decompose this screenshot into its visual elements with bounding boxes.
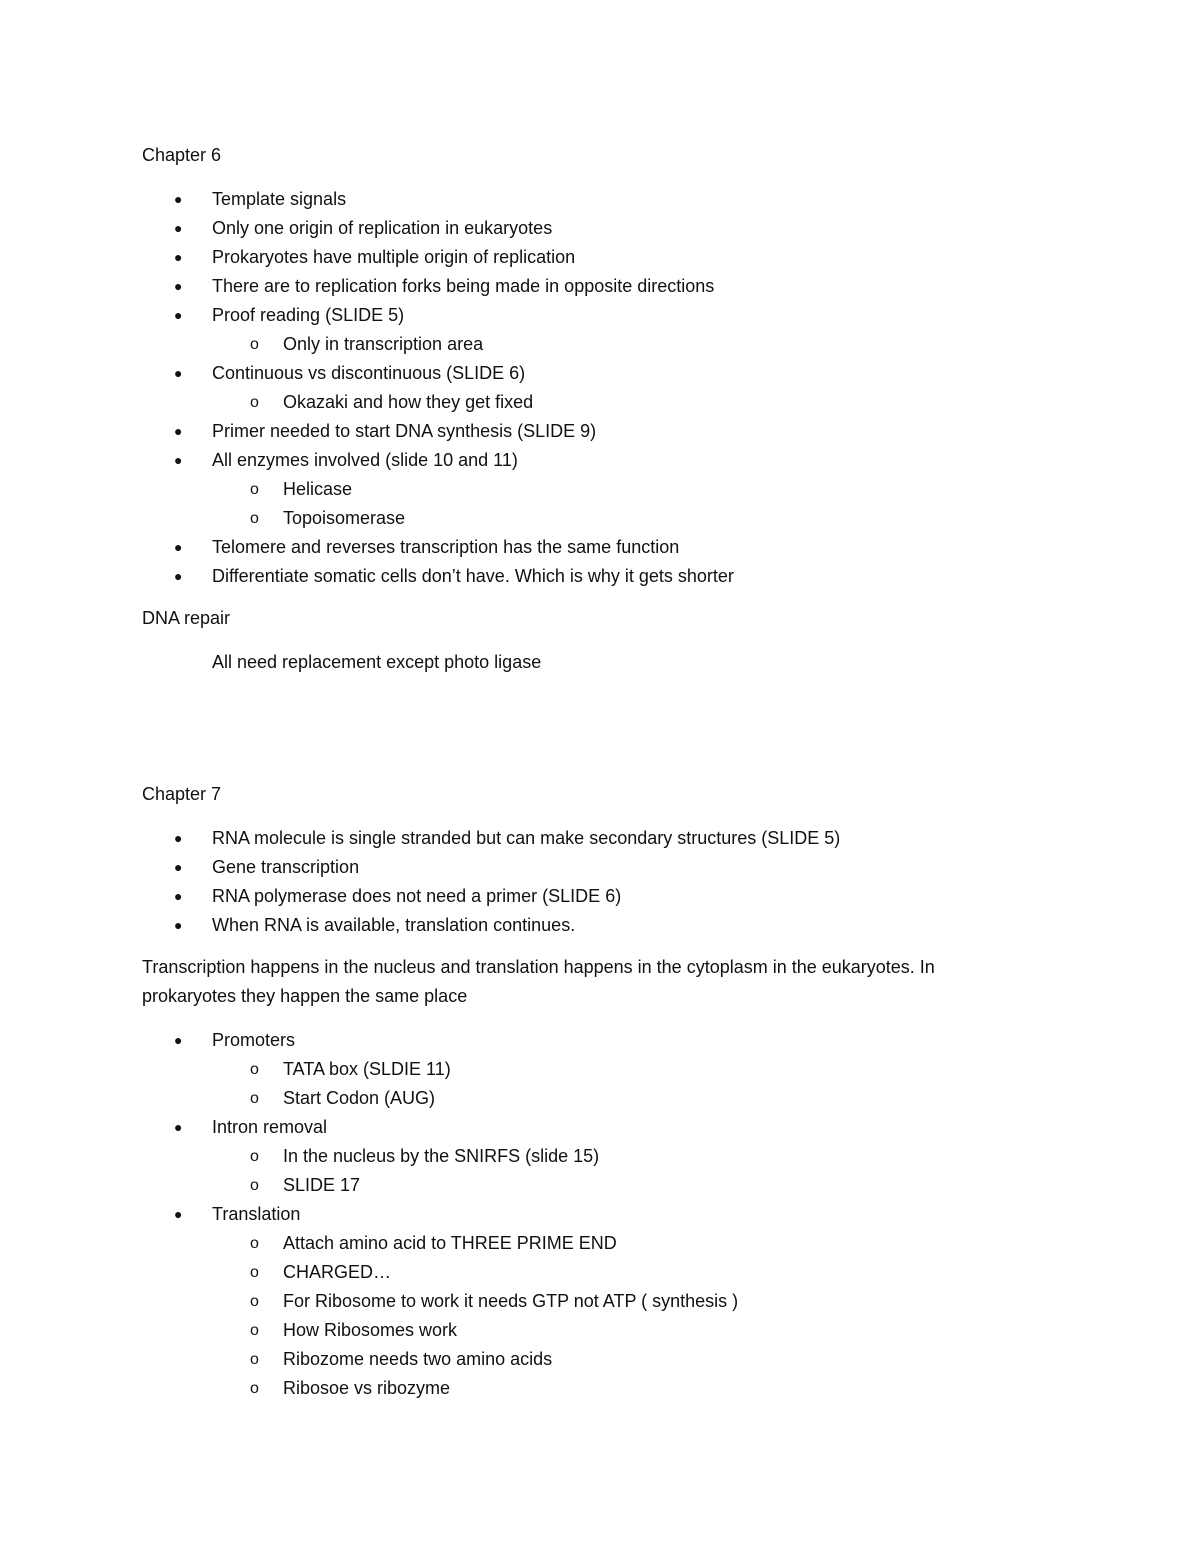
filled-bullet-icon: ● [174,365,183,381]
dna-repair-section [142,604,1042,633]
filled-bullet-icon: ● [174,307,183,323]
dna-repair-note: All need replacement except photo ligase [212,652,542,672]
filled-bullet-icon: ● [174,1119,183,1135]
chapter-7-section [142,780,1042,809]
list-item-text: Primer needed to start DNA synthesis (SLIDE 9) [212,421,597,441]
list-item-text: Promoters [212,1030,296,1050]
chapter-7-bullet-list [142,824,1042,940]
chapter-6-heading: Chapter 6 [142,145,222,165]
list-item [142,446,1042,475]
list-item-text: Translation [212,1204,301,1224]
list-item-text: Helicase [283,479,353,499]
filled-bullet-icon: ● [174,249,183,265]
list-item-text: Proof reading (SLIDE 5) [212,305,405,325]
filled-bullet-icon: ● [174,830,183,846]
chapter-7-list-2-block [142,1026,1042,1403]
list-item-text: Only in transcription area [283,334,484,354]
circle-bullet-icon: o [250,1351,259,1368]
filled-bullet-icon: ● [174,1206,183,1222]
sub-list-item [142,1287,1042,1316]
list-item [142,185,1042,214]
list-item-text: TATA box (SLDIE 11) [283,1059,451,1079]
chapter-6-bullet-list [142,185,1042,591]
list-item [142,882,1042,911]
list-item [142,301,1042,330]
list-item [142,1113,1042,1142]
sub-list-item [142,1084,1042,1113]
list-item-text: There are to replication forks being made in opposite directions [212,276,715,296]
sub-list-item [142,1374,1042,1403]
list-item-text: Ribosoe vs ribozyme [283,1378,451,1398]
list-item [142,214,1042,243]
list-item-text: CHARGED… [283,1262,392,1282]
list-item [142,272,1042,301]
chapter-7-bullet-list-2 [142,1026,1042,1403]
sub-list-item [142,1055,1042,1084]
sub-list-item [142,1142,1042,1171]
filled-bullet-icon: ● [174,917,183,933]
list-item-text: Template signals [212,189,347,209]
list-item-text: For Ribosome to work it needs GTP not ATP ( synthesis ) [283,1291,739,1311]
transcription-paragraph: Transcription happens in the nucleus and translation happens in the cytoplasm in the eukaryotes. In prokaryotes they happen the same place [142,957,935,1006]
chapter-7-paragraph-block [142,953,1042,1011]
list-item-text: Continuous vs discontinuous (SLIDE 6) [212,363,526,383]
list-item-text: Ribozome needs two amino acids [283,1349,553,1369]
filled-bullet-icon: ● [174,568,183,584]
list-item [142,824,1042,853]
list-item-text: When RNA is available, translation continues. [212,915,576,935]
list-item [142,359,1042,388]
filled-bullet-icon: ● [174,220,183,236]
list-item-text: Only one origin of replication in eukaryotes [212,218,553,238]
filled-bullet-icon: ● [174,278,183,294]
list-item [142,1200,1042,1229]
sub-list-item [142,1229,1042,1258]
filled-bullet-icon: ● [174,539,183,555]
list-item [142,911,1042,940]
chapter-6-section [142,141,1042,170]
circle-bullet-icon: o [250,336,259,353]
circle-bullet-icon: o [250,394,259,411]
list-item [142,562,1042,591]
list-item-text: Prokaryotes have multiple origin of replication [212,247,576,267]
list-item-text: SLIDE 17 [283,1175,361,1195]
list-item [142,853,1042,882]
circle-bullet-icon: o [250,1148,259,1165]
circle-bullet-icon: o [250,1380,259,1397]
list-item-text: Topoisomerase [283,508,406,528]
circle-bullet-icon: o [250,481,259,498]
circle-bullet-icon: o [250,510,259,527]
filled-bullet-icon: ● [174,888,183,904]
chapter-7-list-block [142,824,1042,940]
circle-bullet-icon: o [250,1293,259,1310]
list-item-text: RNA molecule is single stranded but can make secondary structures (SLIDE 5) [212,828,841,848]
sub-list-item [142,1171,1042,1200]
sub-list-item [142,1316,1042,1345]
circle-bullet-icon: o [250,1235,259,1252]
sub-list-item [142,475,1042,504]
circle-bullet-icon: o [250,1264,259,1281]
sub-list-item [142,1345,1042,1374]
sub-list-item [142,330,1042,359]
chapter-6-list-block [142,185,1042,591]
list-item-text: Gene transcription [212,857,360,877]
list-item-text: RNA polymerase does not need a primer (SLIDE 6) [212,886,622,906]
sub-list-item [142,1258,1042,1287]
list-item-text: How Ribosomes work [283,1320,458,1340]
list-item [142,533,1042,562]
filled-bullet-icon: ● [174,452,183,468]
filled-bullet-icon: ● [174,1032,183,1048]
circle-bullet-icon: o [250,1090,259,1107]
chapter-7-heading: Chapter 7 [142,784,222,804]
list-item-text: Okazaki and how they get fixed [283,392,534,412]
list-item-text: All enzymes involved (slide 10 and 11) [212,450,518,470]
dna-repair-heading: DNA repair [142,608,231,628]
list-item-text: Differentiate somatic cells don’t have. Which is why it gets shorter [212,566,734,586]
list-item [142,243,1042,272]
filled-bullet-icon: ● [174,191,183,207]
list-item-text: Intron removal [212,1117,328,1137]
circle-bullet-icon: o [250,1177,259,1194]
list-item-text: Telomere and reverses transcription has the same function [212,537,680,557]
dna-repair-note-block [142,648,1042,677]
circle-bullet-icon: o [250,1061,259,1078]
list-item [142,1026,1042,1055]
list-item-text: In the nucleus by the SNIRFS (slide 15) [283,1146,600,1166]
circle-bullet-icon: o [250,1322,259,1339]
filled-bullet-icon: ● [174,859,183,875]
filled-bullet-icon: ● [174,423,183,439]
list-item-text: Start Codon (AUG) [283,1088,436,1108]
sub-list-item [142,504,1042,533]
sub-list-item [142,388,1042,417]
list-item [142,417,1042,446]
list-item-text: Attach amino acid to THREE PRIME END [283,1233,617,1253]
